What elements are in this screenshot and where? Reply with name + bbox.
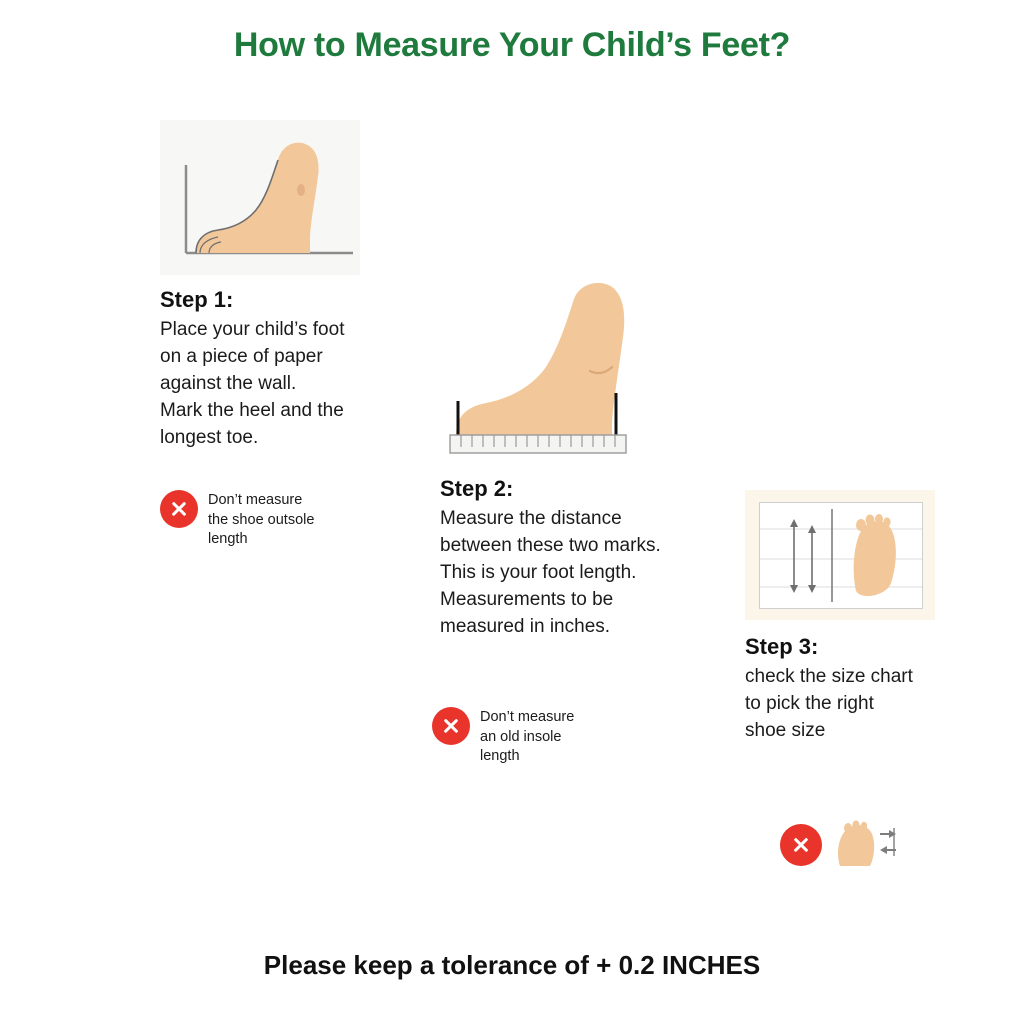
step-1-line-3: against the wall. xyxy=(160,372,297,394)
step-1-line-1: Place your child’s foot xyxy=(160,319,345,340)
red-cross-icon xyxy=(780,824,822,866)
warning-old-insole xyxy=(432,707,672,767)
step-1-text xyxy=(160,317,400,452)
foot-against-wall-illustration xyxy=(160,120,360,275)
step-1-line-2: on a piece of paper xyxy=(160,345,323,367)
warn3-svg xyxy=(832,820,902,870)
red-cross-icon xyxy=(432,707,470,745)
step-2-line-4: Measurements to be xyxy=(440,588,614,610)
warning-shoe-outsole xyxy=(160,490,390,550)
step-2-heading: Step 2: xyxy=(440,476,514,501)
step-1-block xyxy=(160,120,400,452)
step-2-text xyxy=(440,506,740,641)
warning-foot-measure xyxy=(780,820,980,870)
step-1-line-5: longest toe. xyxy=(160,426,259,448)
red-cross-icon xyxy=(160,490,198,528)
warning-1-text xyxy=(208,490,314,550)
warning-2-line-3: length xyxy=(480,748,520,765)
step-1-line-4: Mark the heel and the xyxy=(160,399,344,421)
step-3-block xyxy=(745,490,975,745)
warning-2-line-2: an old insole xyxy=(480,728,562,745)
tolerance-note: Please keep a tolerance of + 0.2 INCHES xyxy=(263,950,761,980)
step-2-line-5: measured in inches. xyxy=(440,615,611,637)
warning-1-line-2: the shoe outsole xyxy=(208,511,315,528)
step-2-line-3: This is your foot length. xyxy=(440,561,637,583)
foot-on-ruler-illustration xyxy=(440,275,660,460)
size-chart-card xyxy=(759,502,923,609)
step3-svg xyxy=(760,503,922,608)
step-3-text xyxy=(745,664,975,745)
step-1-heading: Step 1: xyxy=(160,287,234,312)
step-3-heading: Step 3: xyxy=(745,634,819,659)
foot-with-arrows-illustration xyxy=(832,820,902,870)
size-chart-illustration xyxy=(745,490,935,620)
page-title: How to Measure Your Child’s Feet? xyxy=(233,26,791,64)
step-3-line-2: to pick the right xyxy=(745,692,874,714)
step-3-line-3: shoe size xyxy=(745,719,826,741)
step2-svg xyxy=(440,275,660,460)
step-2-line-2: between these two marks. xyxy=(440,534,661,556)
step1-svg xyxy=(160,120,360,275)
warning-2-line-1: Don’t measure xyxy=(480,709,575,725)
step-2-block xyxy=(440,275,740,641)
step-3-line-1: check the size chart xyxy=(745,666,913,687)
warning-1-line-1: Don’t measure xyxy=(208,492,303,508)
warning-1-line-3: length xyxy=(208,531,248,548)
warning-2-text xyxy=(480,707,574,767)
step-2-line-1: Measure the distance xyxy=(440,508,622,529)
